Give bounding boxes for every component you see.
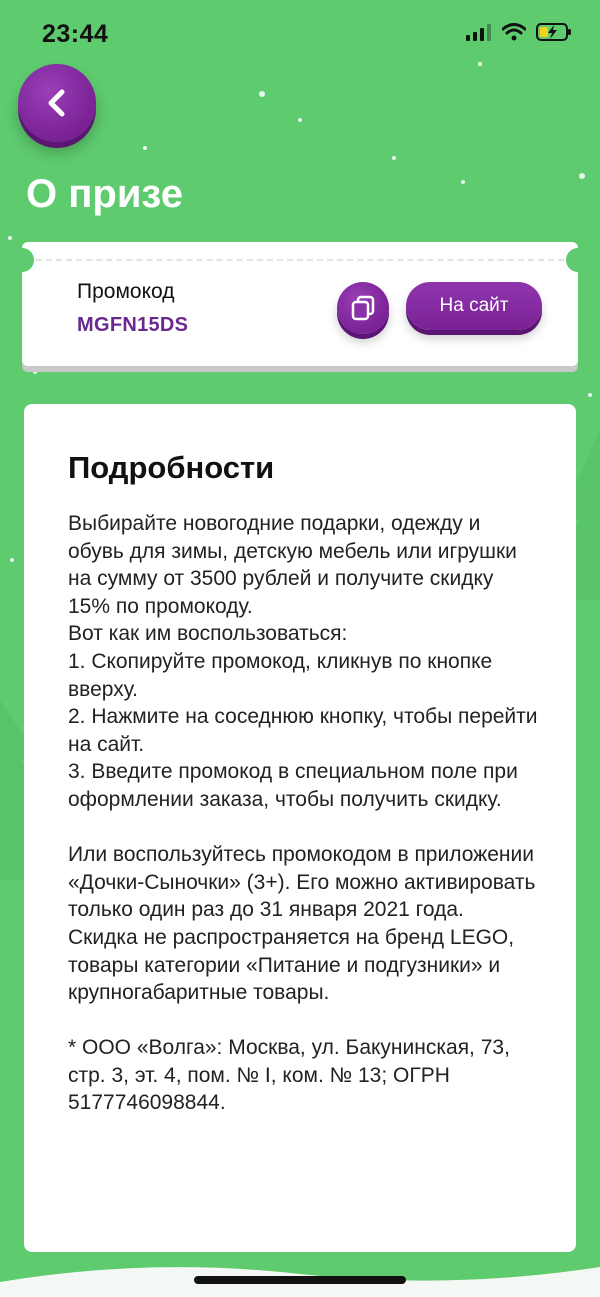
details-legal-note: * ООО «Волга»: Москва, ул. Бакунинская, 73, стр. 3, эт. 4, пом. № I, ком. № 13; ОГРН 5177746098844.	[68, 1036, 510, 1115]
wifi-icon	[502, 23, 526, 41]
details-paragraph: Выбирайте новогодние подарки, одежду и обувь для зимы, детскую мебель или игрушки на сумму от 3500 рублей и получите скидку 15% по промокоду.	[68, 512, 517, 618]
go-to-site-button[interactable]: На сайт	[406, 282, 542, 330]
page-title: О призе	[26, 172, 184, 216]
battery-charging-icon	[536, 22, 572, 42]
status-icons	[466, 22, 572, 42]
details-text	[68, 510, 538, 1117]
back-button[interactable]	[18, 64, 96, 142]
details-paragraph: Вот как им воспользоваться:	[68, 622, 348, 646]
details-paragraph: Или воспользуйтесь промокодом в приложении «Дочки-Сыночки» (3+). Его можно активировать только один раз до 31 января 2021 года. Скидка не распространяется на бренд LEGO, товары категории «Питание и подгузники» и крупногабаритные товары.	[68, 843, 536, 1005]
promo-code-card	[22, 242, 578, 366]
chevron-left-icon	[44, 88, 70, 118]
ticket-notch-left	[10, 248, 34, 272]
details-step: 3. Введите промокод в специальном поле при оформлении заказа, чтобы получить скидку.	[68, 760, 518, 811]
promo-code-value: MGFN15DS	[77, 314, 189, 336]
home-indicator[interactable]	[194, 1276, 406, 1284]
ticket-notch-right	[566, 248, 590, 272]
details-step: 2. Нажмите на соседнюю кнопку, чтобы перейти на сайт.	[68, 705, 538, 756]
promo-label: Промокод	[77, 280, 175, 303]
copy-code-button[interactable]	[337, 282, 389, 334]
ticket-divider	[36, 259, 564, 261]
copy-icon	[350, 295, 376, 321]
snow-decoration	[0, 1252, 600, 1297]
details-card	[24, 404, 576, 1252]
status-bar	[0, 0, 600, 70]
details-step: 1. Скопируйте промокод, кликнув по кнопке вверху.	[68, 649, 493, 701]
signal-icon	[466, 23, 492, 41]
details-heading: Подробности	[68, 450, 275, 485]
status-time: 23:44	[42, 20, 109, 48]
